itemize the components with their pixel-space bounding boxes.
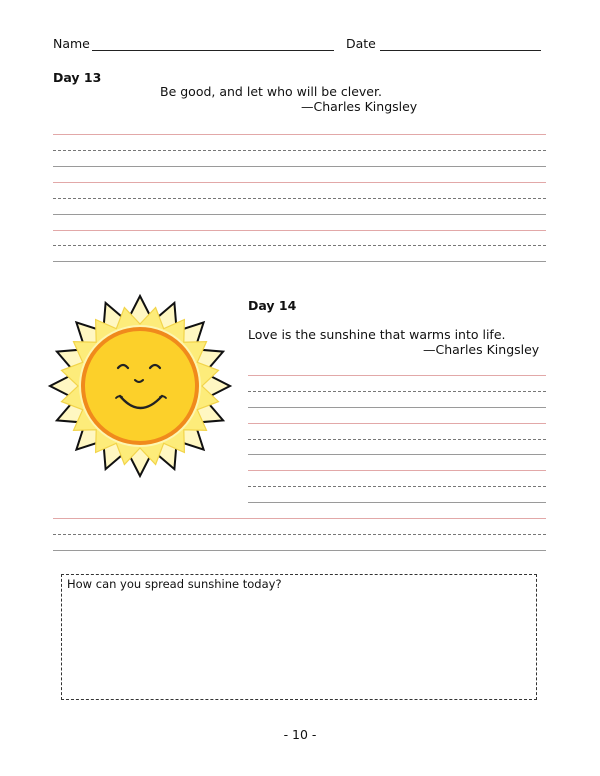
sun-face (83, 329, 197, 443)
guide-mid-line (248, 486, 546, 487)
guide-mid-line (248, 439, 546, 440)
day14-title: Day 14 (248, 298, 297, 313)
day14-quote: Love is the sunshine that warms into life. (248, 327, 506, 342)
guide-base-line (53, 166, 546, 167)
date-field[interactable] (380, 50, 541, 51)
guide-top-line (53, 518, 546, 519)
guide-base-line (248, 407, 546, 408)
guide-mid-line (53, 150, 546, 151)
day13-title: Day 13 (53, 70, 102, 85)
name-label: Name (53, 36, 90, 51)
guide-top-line (248, 470, 546, 471)
day13-author: —Charles Kingsley (301, 99, 418, 114)
guide-top-line (53, 134, 546, 135)
sun-illustration (40, 294, 240, 478)
guide-mid-line (248, 391, 546, 392)
day13-quote: Be good, and let who will be clever. (160, 84, 382, 99)
guide-top-line (248, 375, 546, 376)
guide-base-line (248, 454, 546, 455)
page-number: - 10 - (283, 727, 317, 742)
guide-top-line (53, 230, 546, 231)
guide-base-line (53, 214, 546, 215)
day14-author: —Charles Kingsley (423, 342, 540, 357)
sunshine-question: How can you spread sunshine today? (67, 577, 282, 591)
date-label: Date (346, 36, 376, 51)
guide-base-line (53, 550, 546, 551)
sunshine-response-box[interactable] (61, 574, 537, 700)
guide-base-line (248, 502, 546, 503)
guide-top-line (248, 423, 546, 424)
guide-mid-line (53, 245, 546, 246)
guide-mid-line (53, 534, 546, 535)
name-field[interactable] (92, 50, 334, 51)
guide-mid-line (53, 198, 546, 199)
guide-base-line (53, 261, 546, 262)
guide-top-line (53, 182, 546, 183)
